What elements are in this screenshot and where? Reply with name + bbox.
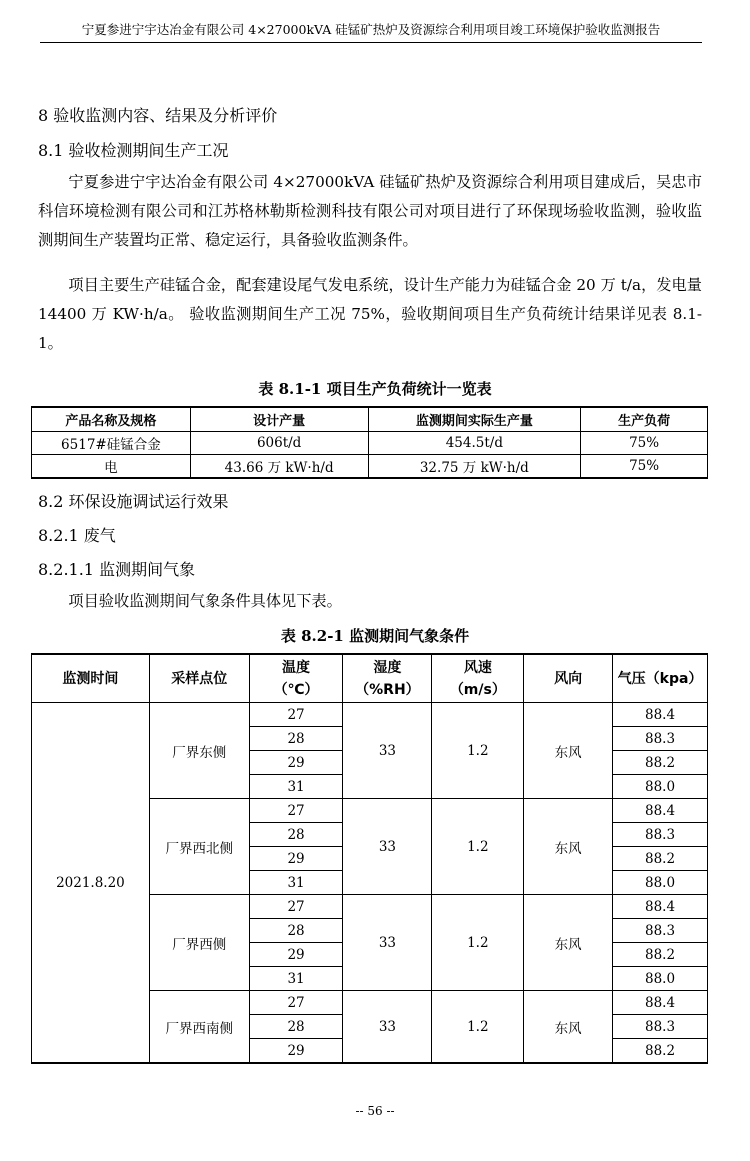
cell-actual-output: 32.75 万 kW·h/d <box>368 455 581 479</box>
cell-wind-speed: 1.2 <box>432 703 524 799</box>
section-8-heading: 8 验收监测内容、结果及分析评价 <box>38 106 278 125</box>
cell-pressure: 88.3 <box>613 823 708 847</box>
cell-site: 厂界西侧 <box>149 895 249 991</box>
cell-temperature: 28 <box>249 1015 343 1039</box>
cell-temperature: 28 <box>249 823 343 847</box>
cell-pressure: 88.2 <box>613 943 708 967</box>
cell-temperature: 28 <box>249 727 343 751</box>
header-design-output: 设计产量 <box>190 407 368 432</box>
header-wind-speed: 风速 （m/s） <box>432 654 524 703</box>
cell-temperature: 29 <box>249 1039 343 1064</box>
running-header: 宁夏参进宁宇达冶金有限公司 4×27000kVA 硅锰矿热炉及资源综合利用项目竣工环境保护验收监测报告 <box>40 20 702 43</box>
section-8-1-heading: 8.1 验收检测期间生产工况 <box>38 141 229 160</box>
cell-temperature: 31 <box>249 871 343 895</box>
cell-wind-direction: 东风 <box>524 703 613 799</box>
cell-temperature: 29 <box>249 943 343 967</box>
cell-pressure: 88.2 <box>613 847 708 871</box>
paragraph-intro: 宁夏参进宁宇达冶金有限公司 4×27000kVA 硅锰矿热炉及资源综合利用项目建成后，吴忠市科信环境检测有限公司和江苏格林勒斯检测科技有限公司对项目进行了环保现场验收监测，验收监测期间生产装置均正常、稳定运行，具备验收监测条件。 <box>38 173 702 249</box>
cell-temperature: 27 <box>249 895 343 919</box>
header-site: 采样点位 <box>149 654 249 703</box>
cell-temperature: 29 <box>249 847 343 871</box>
cell-temperature: 29 <box>249 751 343 775</box>
cell-pressure: 88.3 <box>613 919 708 943</box>
cell-temperature: 27 <box>249 799 343 823</box>
cell-pressure: 88.3 <box>613 727 708 751</box>
table-8-1-1-caption: 表 8.1-1 项目生产负荷统计一览表 <box>258 380 492 398</box>
cell-temperature: 27 <box>249 991 343 1015</box>
table-row <box>32 703 708 727</box>
cell-pressure: 88.4 <box>613 991 708 1015</box>
cell-wind-speed: 1.2 <box>432 991 524 1064</box>
paragraph-weather-intro: 项目验收监测期间气象条件具体见下表。 <box>68 592 342 610</box>
production-load-table <box>31 406 708 479</box>
cell-pressure: 88.2 <box>613 1039 708 1064</box>
cell-wind-direction: 东风 <box>524 991 613 1064</box>
header-load: 生产负荷 <box>581 407 708 432</box>
cell-humidity: 33 <box>343 799 432 895</box>
weather-conditions-table <box>31 653 708 1064</box>
page-number: -- 56 -- <box>355 1104 395 1118</box>
cell-pressure: 88.4 <box>613 895 708 919</box>
cell-wind-speed: 1.2 <box>432 799 524 895</box>
cell-pressure: 88.3 <box>613 1015 708 1039</box>
header-pressure: 气压（kpa） <box>613 654 708 703</box>
header-product: 产品名称及规格 <box>32 407 191 432</box>
section-8-2-1-heading: 8.2.1 废气 <box>38 526 116 545</box>
cell-temperature: 31 <box>249 967 343 991</box>
header-time: 监测时间 <box>32 654 150 703</box>
cell-product: 电 <box>32 455 191 479</box>
cell-site: 厂界西北侧 <box>149 799 249 895</box>
paragraph-production: 项目主要生产硅锰合金，配套建设尾气发电系统，设计生产能力为硅锰合金 20 万 t/a，发电量 14400 万 KW·h/a。 验收监测期间生产工况 75%，验收期间项目生产负荷统计结果详见表 8.1-1。 <box>38 276 702 352</box>
cell-pressure: 88.0 <box>613 871 708 895</box>
header-humidity: 湿度 （%RH） <box>343 654 432 703</box>
cell-temperature: 28 <box>249 919 343 943</box>
cell-temperature: 31 <box>249 775 343 799</box>
cell-load: 75% <box>581 432 708 455</box>
header-wind-direction: 风向 <box>524 654 613 703</box>
table-8-2-1-caption: 表 8.2-1 监测期间气象条件 <box>280 627 470 645</box>
cell-humidity: 33 <box>343 703 432 799</box>
cell-pressure: 88.4 <box>613 799 708 823</box>
cell-design-output: 43.66 万 kW·h/d <box>190 455 368 479</box>
cell-temperature: 27 <box>249 703 343 727</box>
section-8-2-heading: 8.2 环保设施调试运行效果 <box>38 492 229 511</box>
table-row <box>32 455 708 479</box>
table-header-row <box>32 654 708 703</box>
cell-site: 厂界东侧 <box>149 703 249 799</box>
cell-wind-direction: 东风 <box>524 895 613 991</box>
cell-product: 6517#硅锰合金 <box>32 432 191 455</box>
cell-pressure: 88.2 <box>613 751 708 775</box>
cell-wind-direction: 东风 <box>524 799 613 895</box>
cell-site: 厂界西南侧 <box>149 991 249 1064</box>
table-header-row <box>32 407 708 432</box>
cell-design-output: 606t/d <box>190 432 368 455</box>
section-8-2-1-1-heading: 8.2.1.1 监测期间气象 <box>38 560 196 579</box>
cell-humidity: 33 <box>343 991 432 1064</box>
cell-actual-output: 454.5t/d <box>368 432 581 455</box>
header-actual-output: 监测期间实际生产量 <box>368 407 581 432</box>
cell-date: 2021.8.20 <box>32 703 150 1064</box>
cell-wind-speed: 1.2 <box>432 895 524 991</box>
cell-humidity: 33 <box>343 895 432 991</box>
cell-pressure: 88.4 <box>613 703 708 727</box>
cell-pressure: 88.0 <box>613 967 708 991</box>
table-row <box>32 432 708 455</box>
cell-load: 75% <box>581 455 708 479</box>
cell-pressure: 88.0 <box>613 775 708 799</box>
header-temperature: 温度 （℃） <box>249 654 343 703</box>
